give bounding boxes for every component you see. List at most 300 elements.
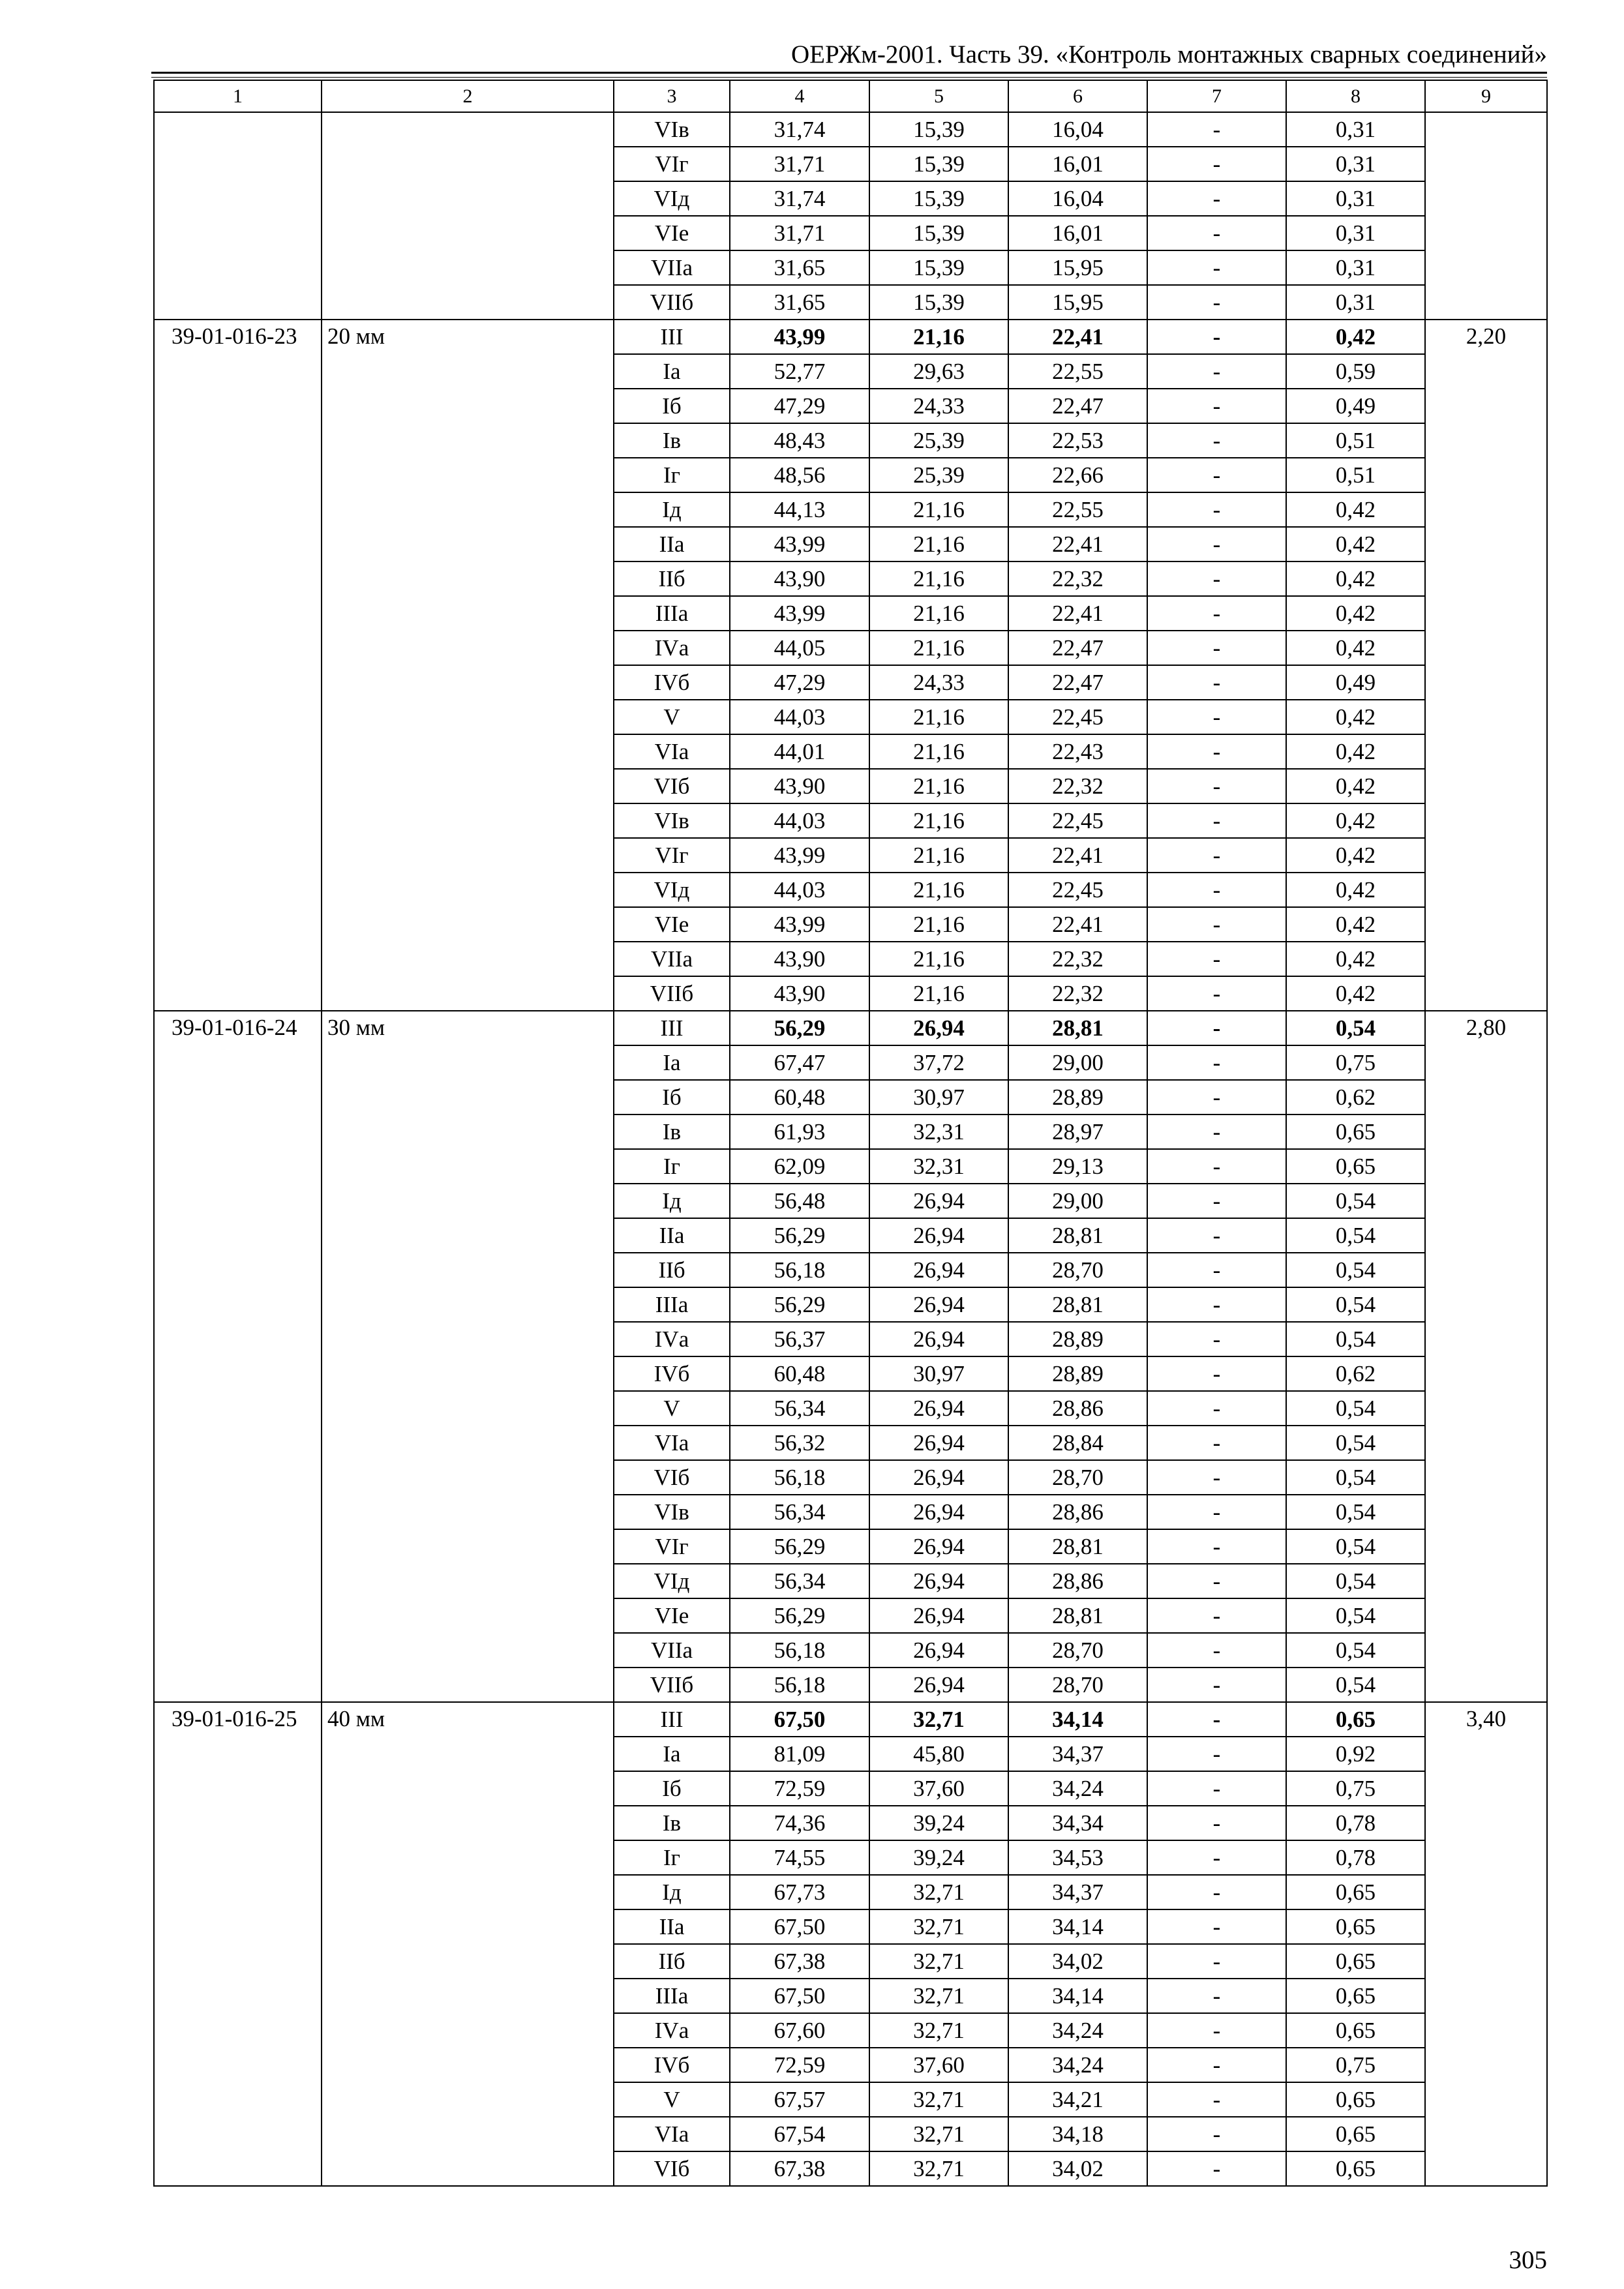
labor-hours-cell: 0,78 [1286,1806,1425,1840]
machine-cost-cell: 29,00 [1008,1184,1147,1218]
materials-cell: - [1147,320,1286,354]
total-cost-cell: 56,29 [730,1218,869,1253]
rate-code-cell: 39-01-016-23 [154,320,322,354]
machine-cost-cell: 28,97 [1008,1115,1147,1149]
extra-value-cell [1425,181,1547,216]
machine-cost-cell: 22,41 [1008,838,1147,873]
labor-hours-cell: 0,54 [1286,1598,1425,1633]
category-cell: IVа [614,631,730,665]
thickness-cell [322,1529,614,1564]
table-row [154,1806,1547,1840]
total-cost-cell: 56,32 [730,1426,869,1460]
materials-cell: - [1147,147,1286,181]
total-cost-cell: 56,29 [730,1529,869,1564]
category-cell: III [614,320,730,354]
extra-value-cell [1425,1115,1547,1149]
rate-code-cell [154,1184,322,1218]
category-cell: VIе [614,907,730,942]
table-row [154,1011,1547,1045]
category-cell: III [614,1702,730,1737]
thickness-cell [322,1149,614,1184]
extra-value-cell [1425,1495,1547,1529]
category-cell: Iб [614,389,730,423]
machine-cost-cell: 34,34 [1008,1806,1147,1840]
materials-cell: - [1147,354,1286,389]
table-row [154,1840,1547,1875]
extra-value-cell [1425,2151,1547,2186]
category-cell: VIг [614,147,730,181]
extra-value-cell [1425,354,1547,389]
category-cell: VIд [614,1564,730,1598]
column-header: 9 [1425,80,1547,112]
machine-cost-cell: 34,14 [1008,1979,1147,2013]
labor-cost-cell: 21,16 [869,527,1008,561]
category-cell: IIб [614,561,730,596]
materials-cell: - [1147,1702,1286,1737]
rate-code-cell [154,1979,322,2013]
machine-cost-cell: 28,89 [1008,1356,1147,1391]
total-cost-cell: 31,65 [730,250,869,285]
rate-code-cell [154,734,322,769]
category-cell: VIб [614,769,730,803]
labor-hours-cell: 0,65 [1286,2151,1425,2186]
labor-cost-cell: 15,39 [869,250,1008,285]
thickness-cell [322,2151,614,2186]
category-cell: VIв [614,803,730,838]
total-cost-cell: 56,18 [730,1668,869,1702]
labor-cost-cell: 26,94 [869,1633,1008,1668]
table-row [154,1495,1547,1529]
total-cost-cell: 56,34 [730,1391,869,1426]
total-cost-cell: 44,05 [730,631,869,665]
total-cost-cell: 52,77 [730,354,869,389]
thickness-cell [322,1426,614,1460]
total-cost-cell: 56,18 [730,1253,869,1287]
labor-hours-cell: 0,54 [1286,1218,1425,1253]
machine-cost-cell: 34,37 [1008,1737,1147,1771]
machine-cost-cell: 22,32 [1008,942,1147,976]
materials-cell: - [1147,112,1286,147]
rate-code-cell [154,1287,322,1322]
extra-value-cell [1425,147,1547,181]
labor-hours-cell: 0,31 [1286,216,1425,250]
total-cost-cell: 67,50 [730,1702,869,1737]
machine-cost-cell: 28,86 [1008,1495,1147,1529]
category-cell: Iа [614,354,730,389]
table-row [154,147,1547,181]
labor-hours-cell: 0,59 [1286,354,1425,389]
total-cost-cell: 67,38 [730,1944,869,1979]
total-cost-cell: 48,56 [730,458,869,492]
category-cell: Iг [614,1840,730,1875]
thickness-cell [322,734,614,769]
extra-value-cell [1425,216,1547,250]
rate-code-cell [154,838,322,873]
table-row [154,1287,1547,1322]
table-body [154,112,1547,2186]
labor-cost-cell: 21,16 [869,838,1008,873]
category-cell: IIIа [614,1979,730,2013]
total-cost-cell: 56,18 [730,1460,869,1495]
category-cell: IIа [614,527,730,561]
materials-cell: - [1147,1564,1286,1598]
thickness-cell [322,1668,614,1702]
thickness-cell: 20 мм [322,320,614,354]
table-row [154,1045,1547,1080]
labor-cost-cell: 32,71 [869,2082,1008,2117]
thickness-cell [322,1840,614,1875]
thickness-cell [322,1633,614,1668]
materials-cell: - [1147,250,1286,285]
table-row [154,1253,1547,1287]
total-cost-cell: 43,99 [730,527,869,561]
rate-code-cell [154,423,322,458]
table-row [154,1702,1547,1737]
machine-cost-cell: 28,70 [1008,1253,1147,1287]
materials-cell: - [1147,1460,1286,1495]
thickness-cell [322,1771,614,1806]
thickness-cell [322,1806,614,1840]
labor-cost-cell: 21,16 [869,492,1008,527]
category-cell: Iб [614,1771,730,1806]
table-row [154,1460,1547,1495]
materials-cell: - [1147,1668,1286,1702]
category-cell: Iа [614,1045,730,1080]
machine-cost-cell: 34,24 [1008,2048,1147,2082]
thickness-cell [322,423,614,458]
labor-cost-cell: 26,94 [869,1322,1008,1356]
materials-cell: - [1147,423,1286,458]
extra-value-cell [1425,492,1547,527]
machine-cost-cell: 22,45 [1008,873,1147,907]
rate-code-cell [154,1426,322,1460]
rate-code-cell [154,803,322,838]
labor-cost-cell: 32,71 [869,1944,1008,1979]
category-cell: IVб [614,665,730,700]
category-cell: Iб [614,1080,730,1115]
rate-code-cell [154,1495,322,1529]
category-cell: V [614,1391,730,1426]
total-cost-cell: 43,90 [730,769,869,803]
table-row [154,769,1547,803]
total-cost-cell: 43,90 [730,976,869,1011]
rate-code-cell [154,1529,322,1564]
machine-cost-cell: 22,47 [1008,665,1147,700]
rate-code-cell [154,1115,322,1149]
rate-code-cell [154,1564,322,1598]
labor-hours-cell: 0,42 [1286,492,1425,527]
extra-value-cell [1425,631,1547,665]
rate-code-cell [154,1322,322,1356]
rate-code-cell [154,2117,322,2151]
labor-hours-cell: 0,42 [1286,873,1425,907]
labor-hours-cell: 0,54 [1286,1668,1425,1702]
labor-cost-cell: 32,31 [869,1115,1008,1149]
machine-cost-cell: 34,14 [1008,1909,1147,1944]
machine-cost-cell: 28,81 [1008,1529,1147,1564]
labor-hours-cell: 0,65 [1286,1115,1425,1149]
category-cell: VIа [614,2117,730,2151]
extra-value-cell [1425,1253,1547,1287]
machine-cost-cell: 15,95 [1008,285,1147,320]
thickness-cell [322,1356,614,1391]
extra-value-cell [1425,1598,1547,1633]
machine-cost-cell: 22,47 [1008,631,1147,665]
thickness-cell [322,1737,614,1771]
materials-cell: - [1147,181,1286,216]
extra-value-cell [1425,1184,1547,1218]
extra-value-cell [1425,1737,1547,1771]
extra-value-cell [1425,838,1547,873]
extra-value-cell [1425,1979,1547,2013]
category-cell: Iв [614,1806,730,1840]
column-header: 4 [730,80,869,112]
total-cost-cell: 47,29 [730,665,869,700]
table-row [154,907,1547,942]
category-cell: Iг [614,458,730,492]
labor-cost-cell: 26,94 [869,1391,1008,1426]
table-row [154,596,1547,631]
materials-cell: - [1147,1426,1286,1460]
machine-cost-cell: 22,55 [1008,492,1147,527]
labor-cost-cell: 26,94 [869,1184,1008,1218]
total-cost-cell: 62,09 [730,1149,869,1184]
category-cell: VIа [614,734,730,769]
category-cell: Iв [614,423,730,458]
materials-cell: - [1147,1149,1286,1184]
labor-hours-cell: 0,65 [1286,2117,1425,2151]
labor-hours-cell: 0,78 [1286,1840,1425,1875]
labor-hours-cell: 0,51 [1286,458,1425,492]
labor-hours-cell: 0,54 [1286,1529,1425,1564]
labor-cost-cell: 21,16 [869,907,1008,942]
rate-code-cell [154,1218,322,1253]
thickness-cell [322,769,614,803]
column-header: 7 [1147,80,1286,112]
table-row [154,216,1547,250]
materials-cell: - [1147,769,1286,803]
labor-cost-cell: 26,94 [869,1011,1008,1045]
thickness-cell [322,458,614,492]
category-cell: VIIб [614,285,730,320]
rate-code-cell [154,1944,322,1979]
column-number-row [154,80,1547,112]
rate-code-cell [154,907,322,942]
table-row [154,1564,1547,1598]
total-cost-cell: 31,71 [730,216,869,250]
labor-cost-cell: 37,72 [869,1045,1008,1080]
category-cell: VIг [614,838,730,873]
machine-cost-cell: 28,86 [1008,1391,1147,1426]
total-cost-cell: 67,47 [730,1045,869,1080]
labor-cost-cell: 32,71 [869,1909,1008,1944]
total-cost-cell: 67,57 [730,2082,869,2117]
labor-hours-cell: 0,42 [1286,907,1425,942]
machine-cost-cell: 34,14 [1008,1702,1147,1737]
labor-hours-cell: 0,42 [1286,803,1425,838]
rate-code-cell [154,112,322,147]
labor-hours-cell: 0,54 [1286,1011,1425,1045]
thickness-cell [322,803,614,838]
extra-value-cell [1425,1080,1547,1115]
machine-cost-cell: 34,02 [1008,2151,1147,2186]
table-row [154,1668,1547,1702]
machine-cost-cell: 22,41 [1008,527,1147,561]
thickness-cell [322,285,614,320]
total-cost-cell: 56,29 [730,1598,869,1633]
labor-hours-cell: 0,54 [1286,1495,1425,1529]
materials-cell: - [1147,1598,1286,1633]
category-cell: IIа [614,1218,730,1253]
extra-value-cell [1425,458,1547,492]
extra-value-cell [1425,700,1547,734]
table-row [154,631,1547,665]
category-cell: IVа [614,1322,730,1356]
extra-value-cell [1425,769,1547,803]
table-row [154,1598,1547,1633]
thickness-cell [322,561,614,596]
rate-code-cell: 39-01-016-25 [154,1702,322,1737]
extra-value-cell [1425,1218,1547,1253]
table-row [154,942,1547,976]
labor-hours-cell: 0,42 [1286,700,1425,734]
materials-cell: - [1147,1495,1286,1529]
extra-value-cell [1425,1045,1547,1080]
category-cell: IIIа [614,596,730,631]
labor-cost-cell: 21,16 [869,942,1008,976]
rate-code-cell [154,250,322,285]
table-row [154,1737,1547,1771]
thickness-cell [322,1115,614,1149]
extra-value-cell: 3,40 [1425,1702,1547,1737]
rate-code-cell [154,2082,322,2117]
total-cost-cell: 31,65 [730,285,869,320]
labor-hours-cell: 0,31 [1286,285,1425,320]
labor-hours-cell: 0,62 [1286,1356,1425,1391]
table-row [154,423,1547,458]
labor-cost-cell: 26,94 [869,1253,1008,1287]
materials-cell: - [1147,1737,1286,1771]
extra-value-cell [1425,389,1547,423]
thickness-cell [322,354,614,389]
rate-code-cell: 39-01-016-24 [154,1011,322,1045]
total-cost-cell: 67,50 [730,1979,869,2013]
labor-hours-cell: 0,49 [1286,389,1425,423]
thickness-cell [322,1322,614,1356]
thickness-cell [322,2117,614,2151]
category-cell: VIд [614,873,730,907]
category-cell: Iг [614,1149,730,1184]
total-cost-cell: 60,48 [730,1356,869,1391]
extra-value-cell [1425,1668,1547,1702]
rate-code-cell [154,561,322,596]
total-cost-cell: 61,93 [730,1115,869,1149]
rate-code-cell [154,2048,322,2082]
table-row [154,976,1547,1011]
thickness-cell [322,1944,614,1979]
labor-hours-cell: 0,31 [1286,181,1425,216]
total-cost-cell: 72,59 [730,1771,869,1806]
labor-hours-cell: 0,54 [1286,1460,1425,1495]
total-cost-cell: 31,71 [730,147,869,181]
thickness-cell [322,1875,614,1909]
materials-cell: - [1147,907,1286,942]
total-cost-cell: 47,29 [730,389,869,423]
materials-cell: - [1147,458,1286,492]
rate-code-cell [154,1080,322,1115]
table-row [154,250,1547,285]
table-row [154,1529,1547,1564]
materials-cell: - [1147,803,1286,838]
materials-cell: - [1147,1529,1286,1564]
labor-hours-cell: 0,54 [1286,1633,1425,1668]
labor-cost-cell: 26,94 [869,1668,1008,1702]
thickness-cell [322,1045,614,1080]
materials-cell: - [1147,1045,1286,1080]
total-cost-cell: 67,50 [730,1909,869,1944]
category-cell: VIв [614,112,730,147]
labor-cost-cell: 29,63 [869,354,1008,389]
table-row [154,2117,1547,2151]
table-row [154,873,1547,907]
thickness-cell [322,112,614,147]
labor-cost-cell: 30,97 [869,1356,1008,1391]
rate-code-cell [154,1806,322,1840]
extra-value-cell [1425,942,1547,976]
rate-code-cell [154,873,322,907]
labor-cost-cell: 15,39 [869,147,1008,181]
rate-code-cell [154,1909,322,1944]
column-header: 8 [1286,80,1425,112]
machine-cost-cell: 34,24 [1008,2013,1147,2048]
category-cell: VIд [614,181,730,216]
labor-hours-cell: 0,49 [1286,665,1425,700]
category-cell: IVб [614,2048,730,2082]
thickness-cell [322,1391,614,1426]
rate-code-cell [154,1460,322,1495]
column-header: 3 [614,80,730,112]
rate-code-cell [154,458,322,492]
column-header: 6 [1008,80,1147,112]
materials-cell: - [1147,1979,1286,2013]
labor-hours-cell: 0,54 [1286,1322,1425,1356]
materials-cell: - [1147,700,1286,734]
materials-cell: - [1147,1875,1286,1909]
machine-cost-cell: 22,32 [1008,561,1147,596]
materials-cell: - [1147,1218,1286,1253]
extra-value-cell [1425,803,1547,838]
extra-value-cell [1425,976,1547,1011]
labor-hours-cell: 0,42 [1286,320,1425,354]
table-row [154,803,1547,838]
table-row [154,181,1547,216]
rate-code-cell [154,942,322,976]
rate-code-cell [154,354,322,389]
rate-code-cell [154,976,322,1011]
column-header: 2 [322,80,614,112]
labor-hours-cell: 0,75 [1286,1771,1425,1806]
materials-cell: - [1147,976,1286,1011]
rates-table [153,80,1548,2187]
total-cost-cell: 44,01 [730,734,869,769]
total-cost-cell: 67,54 [730,2117,869,2151]
machine-cost-cell: 22,32 [1008,769,1147,803]
machine-cost-cell: 16,01 [1008,147,1147,181]
labor-cost-cell: 21,16 [869,700,1008,734]
labor-hours-cell: 0,42 [1286,631,1425,665]
labor-cost-cell: 32,71 [869,1875,1008,1909]
materials-cell: - [1147,942,1286,976]
